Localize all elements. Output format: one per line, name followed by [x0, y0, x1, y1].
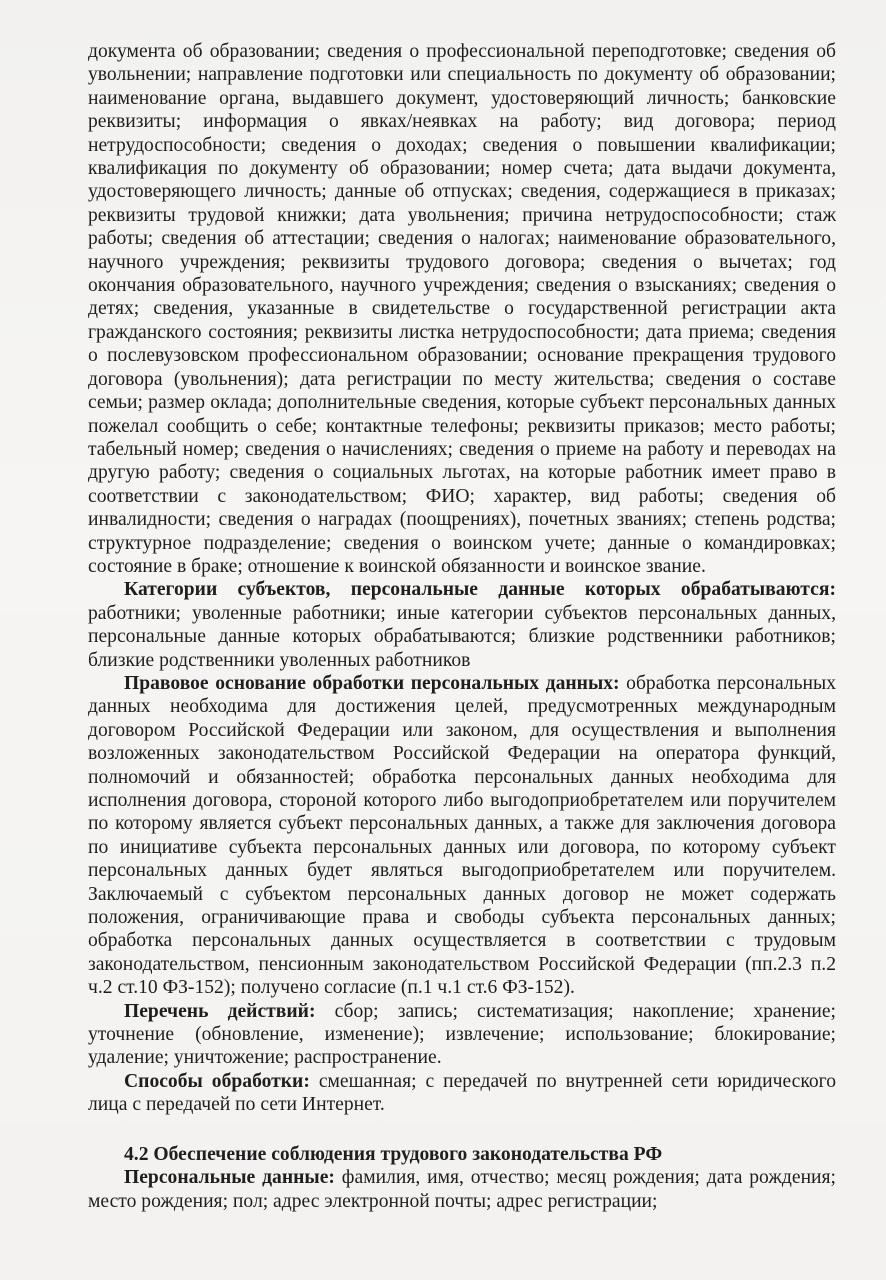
continuation-text: документа об образовании; сведения о профессиональной переподготовке; сведения об увольнении; направление подготовки или специальность по документу об образовании; наименование органа, выдавшего документ, удостоверяющий личность; банковские реквизиты; информация о явках/неявках на работу; вид договора; период нетрудоспособности; сведения о доходах; сведения о повышении квалификации; квалификация по документу об образовании; номер счета; дата выдачи документа, удостоверяющего личность; данные об отпусках; сведения, содержащиеся в приказах; реквизиты трудовой книжки; дата увольнения; причина нетрудоспособности; стаж работы; сведения об аттестации; сведения о налогах; наименование образовательного, научного учреждения; реквизиты трудового договора; сведения о вычетах; год окончания образовательного, научного учреждения; сведения о взысканиях; сведения о детях; сведения, указанные в свидетельстве о государственной регистрации акта гражданского состояния; реквизиты листка нетрудоспособности; дата приема; сведения о послевузовском профессиональном образовании; основание прекращения трудового договора (увольнения); дата регистрации по месту жительства; сведения о составе семьи; размер оклада; дополнительные сведения, которые субъект персональных данных пожелал сообщить о себе; контактные телефоны; реквизиты приказов; место работы; табельный номер; сведения о начислениях; сведения о приеме на работу и переводах на другую работу; сведения о социальных льготах, на которые работник имеет право в соответствии с законодательством; ФИО; характер, вид работы; сведения об инвалидности; сведения о наградах (поощрениях), почетных званиях; степень родства; структурное подразделение; сведения о воинском учете; данные о командировках; состояние в браке; отношение к воинской обязанности и воинское звание.: [88, 41, 836, 577]
section-4-2-heading: 4.2 Обеспечение соблюдения трудового законодательства РФ: [124, 1143, 663, 1165]
legal-basis-text: обработка персональных данных необходима для достижения целей, предусмотренных международным договором Российской Федерации или законом, для осуществления и выполнения возложенных законодательством Российской Федерации на оператора функций, полномочий и обязанностей; обработка персональных данных необходима для исполнения договора, стороной которого либо выгодоприобретателем или поручителем по которому является субъект персональных данных, а также для заключения договора по инициативе субъекта персональных данных или договора, по которому субъект персональных данных будет являться выгодоприобретателем или поручителем. Заключаемый с субъектом персональных данных договор не может содержать положения, ограничивающие права и свободы субъекта персональных данных; обработка персональных данных осуществляется в соответствии с трудовым законодательством, пенсионным законодательством Российской Федерации (пп.2.3 п.2 ч.2 ст.10 ФЗ-152); получено согласие (п.1 ч.1 ст.6 ФЗ-152).: [88, 672, 836, 999]
legal-basis-label: Правовое основание обработки персональных данных:: [124, 672, 620, 694]
legal-basis-paragraph: [88, 672, 836, 1000]
subject-categories-text: работники; уволенные работники; иные категории субъектов персональных данных, персональные данные которых обрабатываются; близкие родственники работников; близкие родственники уволенных работников: [88, 602, 836, 671]
actions-paragraph: [88, 1000, 836, 1070]
methods-label: Способы обработки:: [124, 1070, 310, 1092]
subject-categories-paragraph: [88, 578, 836, 672]
section-4-2-pd-label: Персональные данные:: [124, 1167, 335, 1189]
subject-categories-label: Категории субъектов, персональные данные которых обрабатываются:: [124, 579, 836, 601]
personal-data-list-continuation: [88, 40, 836, 578]
section-4-2-personal-data-paragraph: [88, 1166, 836, 1213]
section-4-2-pd-text: фамилия, имя, отчество; месяц рождения; дата рождения; место рождения; пол; адрес электронной почты; адрес регистрации;: [88, 1167, 837, 1212]
methods-text: смешанная; с передачей по внутренней сети юридического лица с передачей по сети Интернет.: [88, 1070, 836, 1116]
methods-paragraph: [88, 1070, 836, 1117]
section-spacer: [88, 1117, 836, 1143]
actions-label: Перечень действий:: [124, 1000, 316, 1022]
actions-text: сбор; запись; систематизация; накопление; хранение; уточнение (обновление, изменение); извлечение; использование; блокирование; удаление; уничтожение; распространение.: [88, 1000, 836, 1069]
